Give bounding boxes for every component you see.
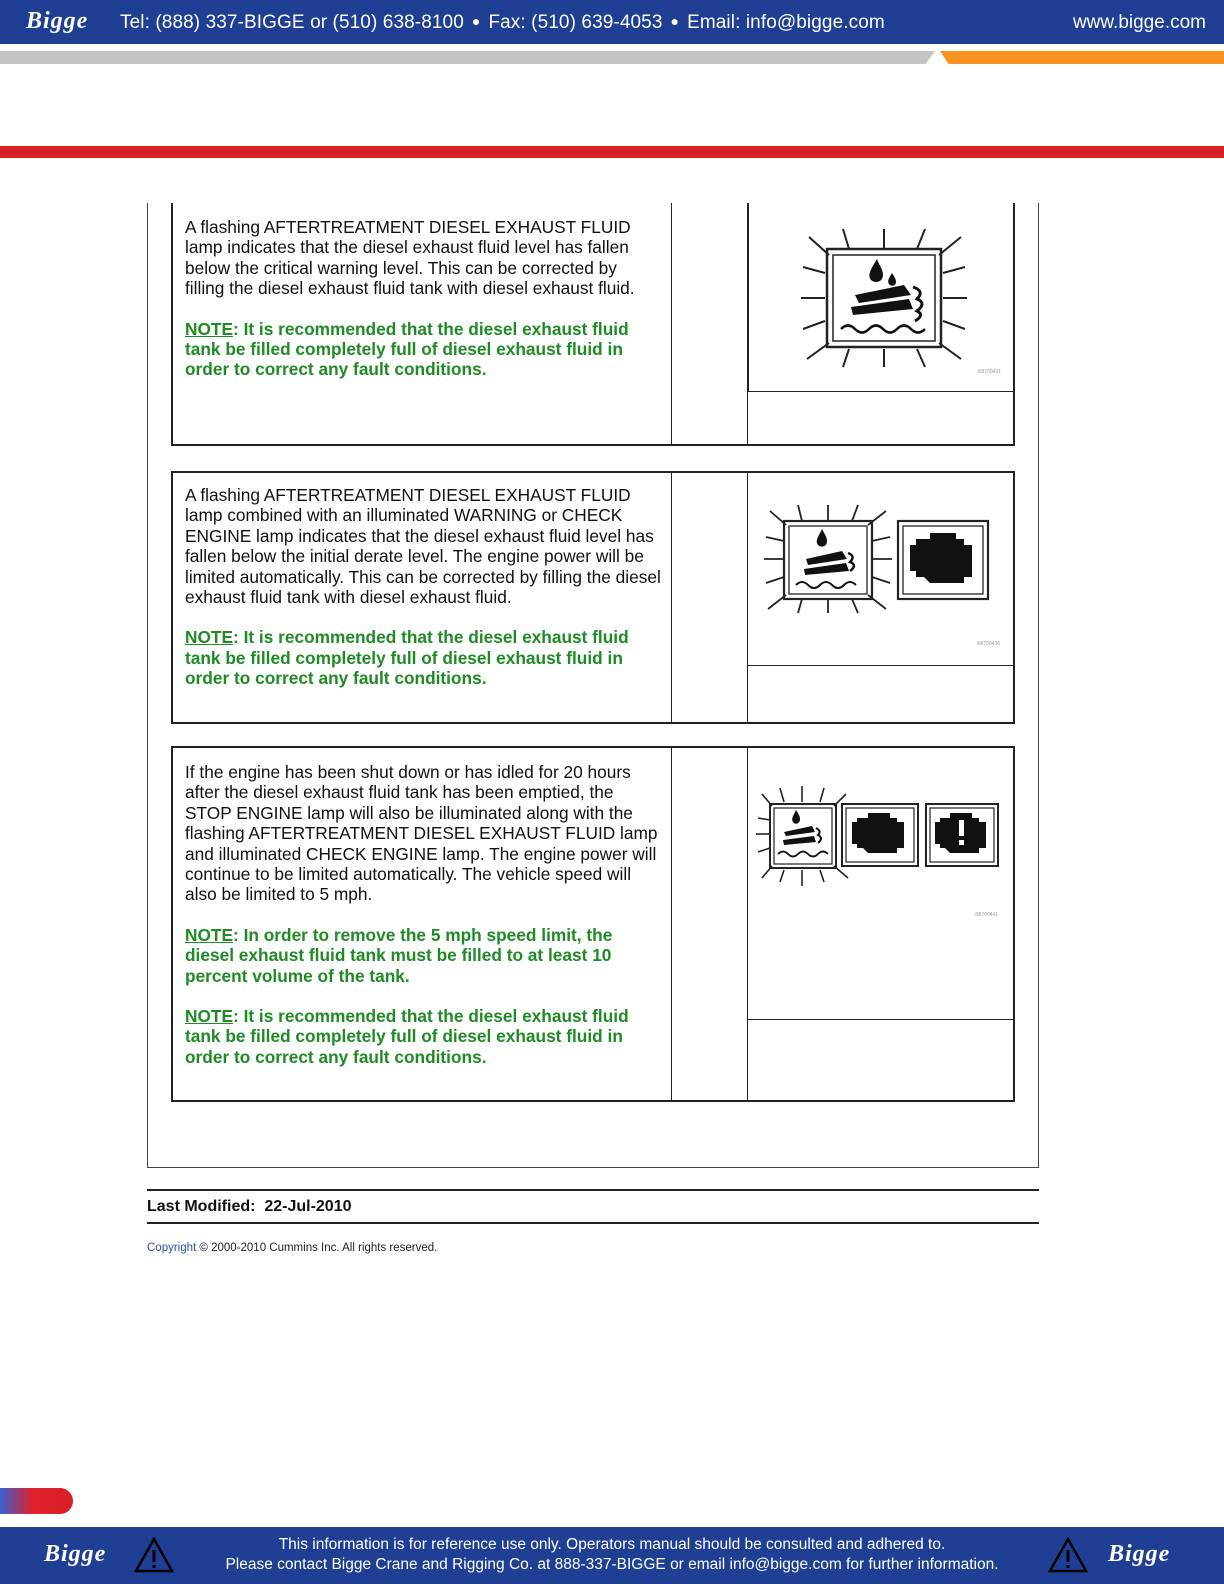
- footer-rule: [147, 1189, 1039, 1191]
- warning-icon: [134, 1537, 174, 1573]
- footer-bar: [0, 1527, 1224, 1584]
- email-link[interactable]: Email: info@bigge.com: [687, 12, 885, 33]
- bigge-logo[interactable]: Bigge: [26, 8, 89, 34]
- note-text: NOTE: It is recommended that the diesel exhaust fluid tank be filled completely full of diesel exhaust fluid in order to correct any fault conditions.: [185, 627, 629, 689]
- note-text: NOTE: In order to remove the 5 mph speed limit, the diesel exhaust fluid tank must be filled to at least 10 percent volume of the tank.: [185, 924, 613, 986]
- check-engine-lamp-icon: [898, 521, 988, 599]
- figure-id: i08700441: [974, 912, 998, 918]
- warning-icon: [1048, 1537, 1088, 1573]
- contact-info: [120, 12, 885, 34]
- empty-cell: [672, 203, 748, 444]
- flashing-def-lamp-icon: [756, 786, 848, 886]
- copyright-text: © 2000-2010 Cummins Inc. All rights reserved.: [199, 1242, 438, 1254]
- stop-engine-lamp-icon: [926, 804, 998, 866]
- image-cell: [748, 748, 1015, 1100]
- footer-rule: [147, 1222, 1039, 1224]
- bigge-logo[interactable]: Bigge: [1108, 1541, 1171, 1567]
- note-body: It is recommended that the diesel exhaust fluid tank be filled completely full of diesel exhaust fluid in order to correct any fault conditions.: [185, 1006, 629, 1067]
- fax-number: Fax: (510) 639-4053: [488, 12, 663, 33]
- header-bar: [0, 0, 1224, 44]
- note-body: It is recommended that the diesel exhaust fluid tank be filled completely full of diesel exhaust fluid in order to correct any fault conditions.: [185, 318, 629, 380]
- lamp-figure: [748, 203, 1015, 392]
- lamp-figure-svg: [748, 748, 1013, 1018]
- lamp-figure: [748, 748, 1015, 1020]
- last-modified: [147, 1198, 352, 1216]
- copyright-link[interactable]: Copyright: [147, 1242, 197, 1254]
- page-tab-marker: [0, 1488, 73, 1514]
- lamp-figure-svg: [748, 473, 1013, 664]
- table-row: [171, 746, 1015, 1102]
- description-text: If the engine has been shut down or has idled for 20 hours after the diesel exhaust fluid tank has been emptied, the STOP ENGINE lamp will also be illuminated along with the flashing AFTERTREATMENT DIESEL EXHAUST FLUID lamp and illuminated CHECK ENGINE lamp. The engine power will continue to be limited automatically. The vehicle speed will also be limited to 5 mph.: [185, 762, 658, 905]
- red-stripe: [0, 146, 1224, 158]
- description-text: A flashing AFTERTREATMENT DIESEL EXHAUST FLUID lamp indicates that the diesel exhaust fluid level has fallen below the critical warning level. This can be corrected by filling the diesel exhaust fluid tank with diesel exhaust fluid.: [185, 217, 635, 299]
- last-modified-label: Last Modified:: [147, 1198, 256, 1215]
- note-body: It is recommended that the diesel exhaust fluid tank be filled completely full of diesel exhaust fluid in order to correct any fault conditions.: [185, 627, 629, 689]
- website-link[interactable]: www.bigge.com: [1072, 12, 1206, 33]
- note-label: NOTE: [185, 318, 234, 339]
- image-cell: [748, 203, 1015, 444]
- table-row: [171, 203, 1015, 446]
- description-text: A flashing AFTERTREATMENT DIESEL EXHAUST FLUID lamp combined with an illuminated WARNING or CHECK ENGINE lamp indicates that the diesel exhaust fluid level has fallen below the initial derate level. The engine power will be limited automatically. This can be corrected by filling the diesel exhaust fluid tank with diesel exhaust fluid.: [185, 485, 661, 608]
- empty-cell: [672, 473, 748, 722]
- note-text: NOTE: It is recommended that the diesel exhaust fluid tank be filled completely full of diesel exhaust fluid in order to correct any fault conditions.: [185, 1006, 629, 1067]
- description-cell: [173, 748, 672, 1100]
- separator-dot-icon: ●: [670, 13, 680, 29]
- disclaimer-line-2: Please contact Bigge Crane and Rigging Co. at 888-337-BIGGE or email info@bigge.com for further information.: [225, 1555, 999, 1573]
- note-text: NOTE: It is recommended that the diesel exhaust fluid tank be filled completely full of diesel exhaust fluid in order to correct any fault conditions.: [185, 318, 629, 380]
- separator-dot-icon: ●: [471, 13, 481, 29]
- description-cell: [173, 473, 672, 722]
- description-cell: [173, 203, 672, 444]
- lamp-figure: [748, 473, 1015, 666]
- note-body: In order to remove the 5 mph speed limit, the diesel exhaust fluid tank must be filled to at least 10 percent volume of the tank.: [185, 924, 613, 986]
- phone-number[interactable]: Tel: (888) 337-BIGGE or (510) 638-8100: [120, 12, 464, 33]
- note-label: NOTE: [185, 1006, 234, 1027]
- last-modified-date: 22-Jul-2010: [264, 1198, 352, 1215]
- table-row: [171, 471, 1015, 724]
- copyright-notice: [147, 1242, 437, 1254]
- grey-stripe: [0, 51, 935, 64]
- disclaimer-line-1: This information is for reference use only. Operators manual should be consulted and adhered to.: [278, 1536, 946, 1553]
- orange-stripe: [940, 51, 1224, 64]
- bigge-logo[interactable]: Bigge: [44, 1541, 107, 1567]
- image-cell: [748, 473, 1015, 722]
- check-engine-lamp-icon: [842, 804, 918, 866]
- note-label: NOTE: [185, 924, 234, 945]
- figure-id: i08700436: [976, 641, 1000, 647]
- disclaimer-text: [180, 1535, 1044, 1574]
- empty-cell: [672, 748, 748, 1100]
- note-label: NOTE: [185, 627, 234, 648]
- flashing-def-lamp-icon: [764, 505, 892, 613]
- flashing-def-lamp-icon: [749, 203, 1014, 390]
- figure-id: i08700431: [977, 369, 1001, 375]
